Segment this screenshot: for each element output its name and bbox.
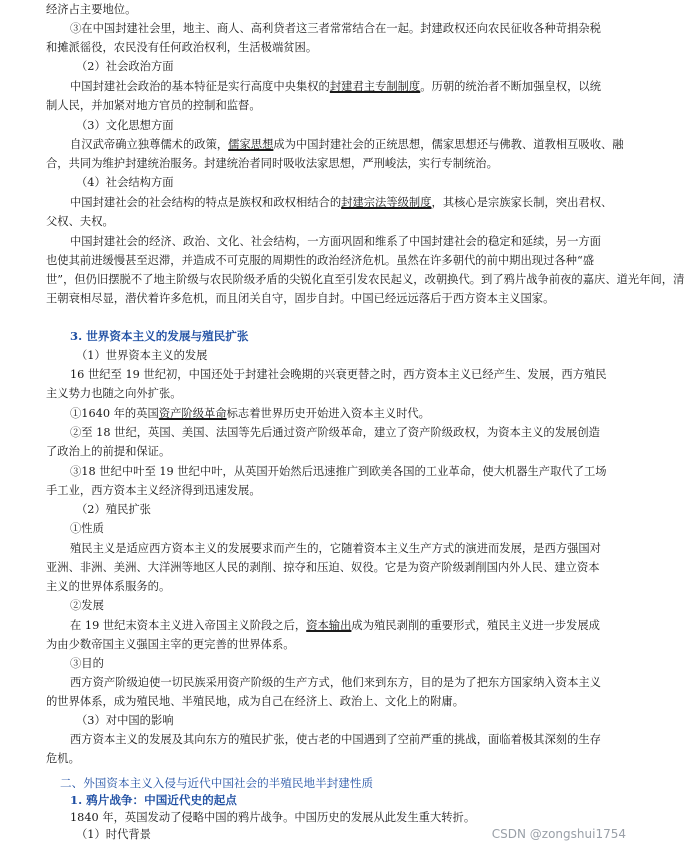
text-line: 经济占主要地位。 <box>46 3 137 16</box>
subheading: （1）时代背景 <box>76 828 151 841</box>
text-line: 手工业，西方资本主义经济得到迅速发展。 <box>46 484 261 497</box>
text-line: 西方资本主义的发展及其向东方的殖民扩张，使古老的中国遇到了空前严重的挑战，面临着极其深刻的生存 <box>70 733 601 746</box>
text-line: 主义的世界体系服务的。 <box>46 580 171 593</box>
text-line: 在 19 世纪末资本主义进入帝国主义阶段之后，资本输出成为殖民剥削的重要形式，殖民主义进一步发展成 <box>70 619 600 632</box>
text-line: ③在中国封建社会里，地主、商人、高利贷者这三者常常结合在一起。封建政权还向农民征收各种苛捐杂税 <box>70 22 601 35</box>
chapter-heading: 二、外国资本主义入侵与近代中国社会的半殖民地半封建性质 <box>60 776 374 790</box>
text-line: 危机。 <box>46 752 80 765</box>
text-line: ②发展 <box>70 599 104 612</box>
text-line: 合，共同为维护封建统治服务。封建统治者同时吸收法家思想，严刑峻法，实行专制统治。 <box>46 157 498 170</box>
text-line: 殖民主义是适应西方资本主义的发展要求而产生的，它随着资本主义生产方式的演进而发展，是西方强国对 <box>70 542 601 555</box>
text-line: 的世界体系，成为殖民地、半殖民地，成为自己在经济上、政治上、文化上的附庸。 <box>46 695 464 708</box>
subheading: （3）文化思想方面 <box>76 119 174 132</box>
text-line: ②至 18 世纪，英国、美国、法国等先后通过资产阶级革命，建立了资产阶级政权，为资本主义的发展创造 <box>70 426 600 439</box>
text-line: 16 世纪至 19 世纪初，中国还处于封建社会晚期的兴衰更替之时，西方资本主义已经产生、发展，西方殖民 <box>70 368 607 381</box>
text-line: ③18 世纪中叶至 19 世纪中叶，从英国开始然后迅速推广到欧美各国的工业革命，使大机器生产取代了工场 <box>70 465 607 478</box>
text-line: 主义势力也随之向外扩张。 <box>46 387 182 400</box>
text-line: 父权、夫权。 <box>46 215 114 228</box>
text-line: 1840 年，英国发动了侵略中国的鸦片战争。中国历史的发展从此发生重大转折。 <box>70 811 476 824</box>
text-line: ①性质 <box>70 522 104 535</box>
text-line: 和摊派徭役，农民没有任何政治权利，生活极端贫困。 <box>46 41 318 54</box>
section-heading: 3. 世界资本主义的发展与殖民扩张 <box>70 329 249 343</box>
underlined-term: 封建宗法等级制度 <box>341 196 432 209</box>
section-heading: 1. 鸦片战争：中国近代史的起点 <box>70 793 237 807</box>
subheading: （2）殖民扩张 <box>76 503 151 516</box>
text-line: ③目的 <box>70 657 104 670</box>
text-line: 亚洲、非洲、美洲、大洋洲等地区人民的剥削、掠夺和压迫、奴役。它是为资产阶级剥削国内外人民、建立资本 <box>46 561 600 574</box>
subheading: （2）社会政治方面 <box>76 60 174 73</box>
text-line: 自汉武帝确立独尊儒术的政策，儒家思想成为中国封建社会的正统思想，儒家思想还与佛教、道教相互吸收、融 <box>70 138 624 151</box>
underlined-term: 封建君主专制制度 <box>329 80 421 93</box>
subheading: （4）社会结构方面 <box>76 176 174 189</box>
text-line: 王朝衰相尽显，潜伏着许多危机，而且闭关自守，固步自封。中国已经远远落后于西方资本主义国家。 <box>46 292 555 305</box>
watermark: CSDN @zongshui1754 <box>491 827 626 841</box>
text-line: 世”，但仍旧摆脱不了地主阶级与农民阶级矛盾的尖锐化直至引发农民起义，改朝换代。到了鸦片战争前夜的嘉庆、道光年间，清 <box>46 273 684 286</box>
text-line: 了政治上的前提和保证。 <box>46 445 171 458</box>
text-line: ①1640 年的英国资产阶级革命标志着世界历史开始进入资本主义时代。 <box>70 407 430 420</box>
text-line: 也使其前进缓慢甚至迟滞，并造成不可克服的周期性的政治经济危机。虽然在许多朝代的前中期出现过各种“盛 <box>46 254 595 267</box>
text-line: 西方资产阶级迫使一切民族采用资产阶级的生产方式，他们来到东方，目的是为了把东方国家纳入资本主义 <box>70 676 601 689</box>
underlined-term: 资产阶级革命 <box>158 407 227 420</box>
subheading: （1）世界资本主义的发展 <box>76 349 208 362</box>
underlined-term: 儒家思想 <box>228 138 274 151</box>
underlined-term: 资本输出 <box>306 619 352 632</box>
text-line: 为由少数帝国主义强国主宰的更完善的世界体系。 <box>46 638 295 651</box>
text-line: 中国封建社会的社会结构的特点是族权和政权相结合的封建宗法等级制度，其核心是宗族家长制，突出君权、 <box>70 196 613 209</box>
text-line: 中国封建社会的经济、政治、文化、社会结构，一方面巩固和维系了中国封建社会的稳定和延续，另一方面 <box>70 235 601 248</box>
text-line: 中国封建社会政治的基本特征是实行高度中央集权的封建君主专制制度。历朝的统治者不断加强皇权，以统 <box>70 80 601 93</box>
text-line: 制人民，并加紧对地方官员的控制和监督。 <box>46 99 261 112</box>
subheading: （3）对中国的影响 <box>76 714 174 727</box>
